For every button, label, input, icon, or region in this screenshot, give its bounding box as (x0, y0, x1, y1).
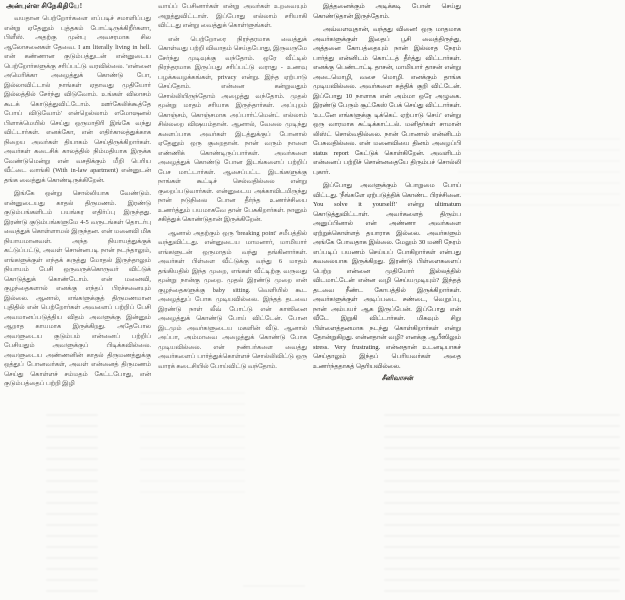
text-column-1 (4, 14, 151, 406)
text-column-2 (158, 2, 307, 416)
bleed-through-right (384, 414, 620, 594)
paragraph: வாய்ப் பேசினார்கள் என்று அவர்கள் உறவையும் அறுத்துவிட்டாள். இப்போது எல்லாம் சரியாகி விட்டது என்று வைத்துக் கொள்ளுங்கள். (158, 3, 307, 29)
paragraph: இத்தனைக்கும் அடிக்கடி போன் செய்து கொண்டுதான் இருந்தோம். (313, 3, 461, 20)
paragraph: வயதான பெற்றோர்களை எப்படிச் சமாளிப்பது என்று ஏதேனும் புத்தகம் போட்டிருக்கிறீர்களா, பிளீஸ். அதற்கு முன்பு அவசரமாக சில ஆலோசனைகள் தேவை. I am literally living in hell. என் கண்ணான குடும்பத்துடன் என்னுடைய பெற்றோர்களுக்கு சரிப்பட்டு வரவில்லை. 'என்னை அமெரிக்கா அழைத்துக் கொண்டு போ, இல்லாவிட்டால் நாங்கள் ஏதாவது முதியோர் இல்லத்தில் சேர்ந்து விடுவோம். உங்கள் விலாசம் கூடக் கொடுத்துவிட்டோம். ஊர்கேலிக்கூத்தே போய் விடுவோம்' என்றெல்லாம் எமோஷனல் பிளாக்மெயில் செய்து ஒருமாதிரி இங்கே வந்து விட்டார்கள். எனக்கோ, என் எதிர்காலத்துக்காக நிறைய அவர்கள் தியாகம் செய்திருக்கிறார்கள். அவர்கள் கடைசிக் காலத்தில் நிம்மதியாக இருக்க வேண்டுமென்று என் வசதிக்கும் மீறி பெரிய வீட்டை வாங்கி (With in-law apartment) என்னுடன் தங்க வைத்துக் கொண்டிருக்கிறேன். (4, 15, 151, 184)
bleed-through-bottom-mark (243, 585, 305, 593)
paragraph: என் பெற்றோரை நிரந்தரமாக வைத்துக் கொள்வது பற்றி விவாதம் செய்தபோது, இருவருமே சேர்ந்து முடிவுக்கு வந்தோம். ஒரே வீட்டில் நிரந்தரமாக இருப்பது சரிப்பட்டு வராது - உணவு பழக்கவழக்கங்கள், privacy என்று. இந்த ஏற்பாடு செய்தோம். என்னை கன்றுவதும் சொல்லியிருந்தோம் அழைத்து வந்தோம். முதல் மூன்று மாதம் சரியாக இருந்தார்கள். அப்புறம் கொஞ்சம், கொஞ்சமாக அப்பார்ட்மென்ட் எல்லாம் சில்லறை விஷயம்தான். ஆனால், வேலை முடிந்து களைப்பாக அவர்கள் இடத்துக்குப் போனால் ஏதேனும் ஒரு குறைதான். நான் வரும் நாளை எண்ணிக் கொண்டிருப்பார்கள். அவர்களை அழைத்துக் கொண்டு போன இடங்களைப் பற்றிப் பேச மாட்டார்கள். ஆசைப்பட்ட இடங்களுக்கு நாங்கள் கூட்டிச் செல்வதில்லை என்று குறைப்படுவார்கள். என்னுடைய அக்காவிடமிருந்து நான் நடுநிலை போன தீர்ந்த உணர்ச்சியை உணர்த்தும் பயமாகவே தான் பேசுகிறார்கள். நானும் சகித்துக் கொண்டுதான் இருக்கிறேன். (158, 35, 307, 223)
bleed-through-middle (140, 392, 245, 502)
text-column-3 (313, 2, 461, 410)
letter-writer-signature: சீனிவாசன் (381, 375, 413, 382)
paragraph: இங்கே ஒன்று சொல்லியாக வேண்டும். என்னுடையது காதல் திருமணம். இரண்டு குடும்பங்களிடம் பயங்கர எதிர்ப்பு இருந்தது. இரண்டு குடும்பங்களுமே 4-5 வருடங்கள் தொடர்பு வைத்துக் கொள்ளாமல் இருந்தன. என் மனைவி மிக நியாயமானவள். அந்த நியாயத்துக்குக் கட்டுப்பட்டு, அவள் சொன்னபடி நான் நடந்தாலும், எங்களுக்குள் எந்தக் கருத்து மோதல் இருந்தாலும் நியாயம் பேசி ஒருவருக்கொருவர் விட்டுக் கொடுத்துக் கொண்டோம். என் மனைவி, குழந்தைகளால் எனக்கு எந்தப் பிரச்சனையும் இல்லை. ஆனால், எங்களுக்குத் திருமணமான புதிதில் என் பெற்றோர்கள் அவளைப் பற்றிப் பேசி அவமானப்படுத்திய விதம் அவளுக்கு இன்னும் ஆறாத காயமாக இருக்கிறது. அதேபோல அவளுடைய குடும்பம் என்னைப் பற்றிப் பேசியதும் அவளுக்குப் பிடிக்கவில்லை. அவளுடைய அண்ணனின் காதல் திருமணத்துக்கு ஒத்துப் போனவர்கள், அவள் என்னைத் திருமணம் செய்து கொள்ளச் சம்மதம் கேட்டபோது, என் குடும்பத்தைப் பற்றி இழி (4, 190, 151, 387)
bleed-through-left (46, 414, 98, 594)
paragraph: அவ்வளவுதான், வந்தது வினை! ஒரு மாதமாக அவர்களுக்குள் இதைப் பூசி வைத்திருந்து, அத்தனை கோபத்தையும் நான் இல்லாத நேரம் பார்த்து என்னிடம் கொட்டத் தீர்த்து விட்டார்கள். எனக்கு பெண்டாட்டி தாசன், மாமியார் தாசன் என்று அடைமொழி, வசை மொழி. எனக்கும் தாங்க முடியவில்லை. அவர்களை சுத்திக் குறி விட்டேன். இப்போது 10 நாளாக என் அம்மா ஒரே அழுகை. இரண்டு பேரும் சூட்கேஸ் பேக் செய்து விட்டார்கள். 'உடனே எங்களுக்கு டிக்கெட் ஏற்பாடு செய்' என்று ஒரு வாரமாக சுட்டிக்காட்டல். மனிதர்கள் சாமான் லிஸ்ட் சொல்வதில்லை. நான் போனால் என்னிடம் பேசுவதில்லை. என் மனைவியை தினம் அழைப்பி status report கேட்டுக் கொள்கிறேன். அவளிடம் என்னைப் பற்றிச் சொன்னதையே திரும்பச் சொல்லி புகார். (313, 26, 461, 176)
paragraph: ஆனால் அதற்கும் ஒரு 'breaking point' சமீபத்தில் வந்துவிட்டது. என்னுடைய மாமனார், மாமியார் எங்களுடன் ஒருமாதம் வந்து தங்கினார்கள். அவர்கள் பிள்ளை வீட்டுக்கு வந்து 6 மாதம் தங்கியதில் இந்த முறை, எங்கள் வீட்டிற்கு வருவது மூன்று நான்கு முறை. முதல் இரண்டு முறை என் குழந்தைகளுக்கு baby sitting. வெளியில் கூட அழைத்துப் போக முடியவில்லை. இந்தத் தடவை இரண்டு நாள் லீவ் போட்டு என் காஸினை அழைத்துக் கொண்டு போய் விட்டேன். போன இடமும் அவர்களுடைய மகளின் வீடு. ஆனால் அப்பா, அம்மாவை அழைத்துக் கொண்டு போக முடியவில்லை. என் நண்பர்களை வைத்து அவர்களைப் பார்த்துக்கொள்ளச் சொல்லிவிட்டு ஒரு வாரக் கடைசியில் போய்விட்டு வந்தோம். (158, 229, 307, 370)
bleed-through-right-margin (458, 138, 620, 208)
paragraph: இப்போது அவளுக்கும் பொறுமை போய் விட்டது. 'நீங்களே ஏற்படுத்திக் கொண்ட பிரச்சினை. You solve it yourself!' என்று ultimatum கொடுத்துவிட்டாள். அவர்களைத் திரும்ப அனுப்பினால் என் அண்ணா அவர்களை ஏற்றுக்கொள்ளத் தயாராக இல்லை. அவர்களும் அங்கே போவதாக இல்லை. மேலும் 30 மணி நேரம் எப்படிப் பயணம் செய்யப் போகிறார்கள் என்பது கவலையாக இருக்கிறது. இரண்டு பிள்ளைகளைப் பெற்ற என்னை முதியோர் இல்லத்தில் விடமாட்டேன் என்ன வழி செய்யமுடியும்? இந்தத் தடவை நீண்ட கோபத்தில் இருக்கிறார்கள். அவர்களுக்குள் அடிப்படை சண்டை, வெறுப்பு, நான் அம்பயர் ஆக இருப்பேன். இப்போது என் வீடே இறுகி விட்டார்கள். மிகவும் சிறு பிள்ளைத்தனமாக நடந்து கொள்கிறார்கள் என்று தோன்றுகிறது. என்னதான் வழி? எனக்கு ஆபீஸிலும் stress. Very frustrating. என்னதான் உடனடியாகச் செய்தாலும் இந்தப் பெரியவர்கள் அதை உணர்ந்ததாகத் தெரியவில்லை. (313, 182, 461, 370)
article-title: அன்புள்ள சிநேகிதியே! (6, 2, 83, 10)
